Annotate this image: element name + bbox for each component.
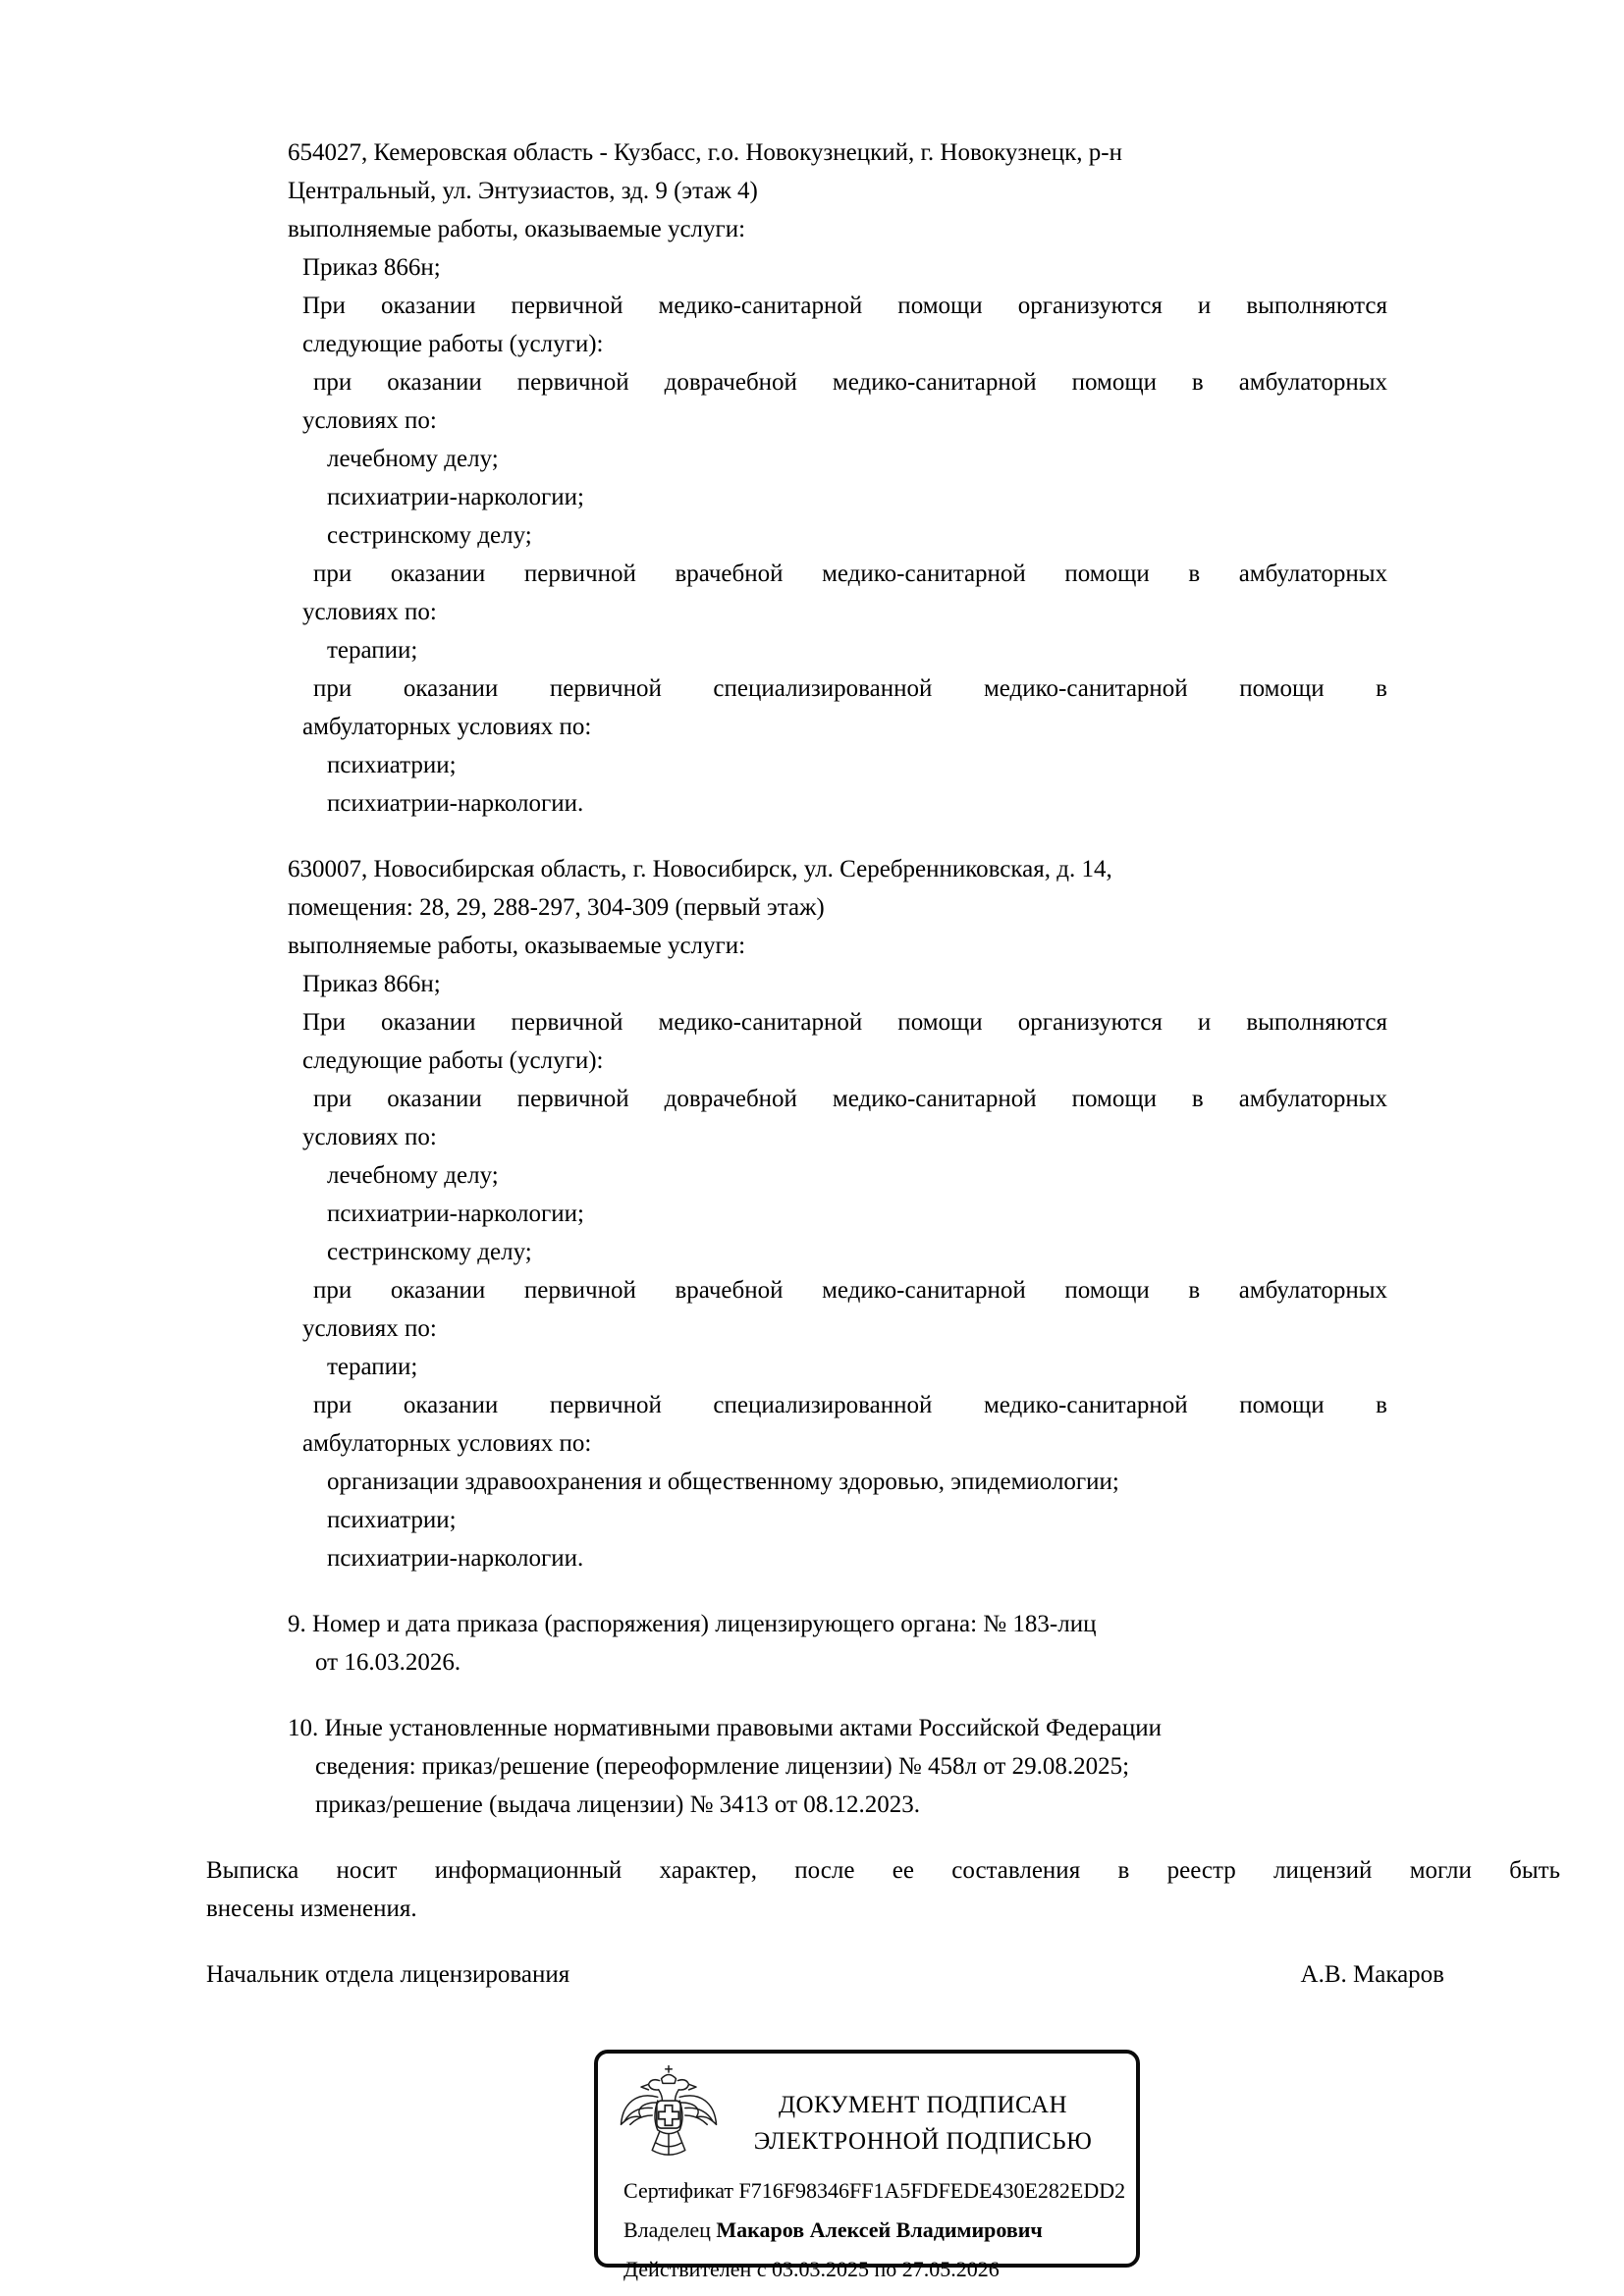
text-line: при оказании первичной доврачебной медико-санитарной помощи в амбулаторных [313, 369, 1387, 396]
text-line: лечебному делу; [327, 1162, 499, 1189]
text-line: следующие работы (услуги): [302, 1047, 604, 1074]
signatory-name: А.В. Макаров [1300, 1961, 1444, 1988]
text-line: от 16.03.2026. [315, 1649, 461, 1676]
text-line: условиях по: [302, 599, 437, 625]
stamp-header [598, 2054, 1136, 2169]
text-line: при оказании первичной врачебной медико-санитарной помощи в амбулаторных [313, 1277, 1387, 1304]
stamp-title-line-1: ДОКУМЕНТ ПОДПИСАН [778, 2092, 1068, 2118]
license-place-block-novosibirsk [288, 850, 1387, 1577]
text-line: внесены изменения. [206, 1896, 417, 1922]
stamp-details [598, 2169, 1136, 2289]
certificate-label: Сертификат [623, 2178, 733, 2203]
text-line: 630007, Новосибирская область, г. Новосибирск, ул. Серебренниковская, д. 14, [288, 856, 1112, 882]
validity-row: Действителен с 03.03.2025 по 27.05.2026 [623, 2257, 1000, 2281]
signatory-position: Начальник отдела лицензирования [206, 1961, 570, 1988]
text-line: 654027, Кемеровская область - Кузбасс, г.о. Новокузнецкий, г. Новокузнецк, р-н [288, 139, 1122, 166]
text-line: помещения: 28, 29, 288-297, 304-309 (первый этаж) [288, 894, 825, 921]
text-line: Выписка носит информационный характер, после ее составления в реестр лицензий могли быть [206, 1857, 1560, 1884]
owner-row [623, 2211, 1136, 2250]
text-line: амбулаторных условиях по: [302, 1430, 592, 1457]
text-line: выполняемые работы, оказываемые услуги: [288, 933, 746, 959]
text-line: при оказании первичной специализированной медико-санитарной помощи в [313, 1392, 1387, 1418]
text-line: выполняемые работы, оказываемые услуги: [288, 216, 746, 242]
text-line: следующие работы (услуги): [302, 331, 604, 357]
disclaimer-note [206, 1851, 1560, 1928]
owner-label: Владелец [623, 2217, 711, 2242]
text-line: сестринскому делу; [327, 1239, 532, 1265]
text-line: организации здравоохранения и общественному здоровью, эпидемиологии; [327, 1468, 1119, 1495]
double-headed-eagle-icon [614, 2061, 724, 2169]
text-line: при оказании первичной доврачебной медико-санитарной помощи в амбулаторных [313, 1086, 1387, 1112]
text-line: психиатрии-наркологии; [327, 484, 584, 510]
text-line: При оказании первичной медико-санитарной помощи организуются и выполняются [302, 1009, 1387, 1036]
text-line: При оказании первичной медико-санитарной помощи организуются и выполняются [302, 293, 1387, 319]
text-line: сестринскому делу; [327, 522, 532, 549]
item-9-order-number [288, 1605, 1387, 1682]
text-line: терапии; [327, 637, 418, 664]
text-line: Приказ 866н; [302, 254, 441, 281]
signature-row [206, 1955, 1560, 1994]
text-line: условиях по: [302, 407, 437, 434]
text-line: психиатрии-наркологии. [327, 1545, 584, 1572]
digital-signature-stamp [594, 2050, 1140, 2281]
text-line: терапии; [327, 1354, 418, 1380]
text-line: Центральный, ул. Энтузиастов, зд. 9 (этаж 4) [288, 178, 758, 204]
text-line: при оказании первичной врачебной медико-санитарной помощи в амбулаторных [313, 561, 1387, 587]
text-line: приказ/решение (выдача лицензии) № 3413 от 08.12.2023. [315, 1791, 921, 1818]
license-place-block-kemerovo [288, 133, 1387, 823]
text-line: лечебному делу; [327, 446, 499, 472]
text-line: Приказ 866н; [302, 971, 441, 997]
text-line: психиатрии-наркологии. [327, 790, 584, 817]
owner-name: Макаров Алексей Владимирович [716, 2217, 1043, 2242]
certificate-value: F716F98346FF1A5FDFEDE430E282EDD2 [738, 2178, 1126, 2203]
stamp-title [724, 2061, 1122, 2160]
text-line: условиях по: [302, 1315, 437, 1342]
stamp-title-line-2: ЭЛЕКТРОННОЙ ПОДПИСЬЮ [753, 2128, 1093, 2155]
text-line: психиатрии; [327, 1507, 457, 1533]
text-line: при оказании первичной специализированной медико-санитарной помощи в [313, 675, 1387, 702]
text-line: условиях по: [302, 1124, 437, 1150]
text-line: 9. Номер и дата приказа (распоряжения) лицензирующего органа: № 183-лиц [288, 1611, 1097, 1637]
text-line: психиатрии-наркологии; [327, 1201, 584, 1227]
text-line: психиатрии; [327, 752, 457, 778]
text-line: 10. Иные установленные нормативными правовыми актами Российской Федерации [288, 1715, 1163, 1741]
item-10-other-information [288, 1709, 1387, 1824]
text-line: амбулаторных условиях по: [302, 714, 592, 740]
text-line: сведения: приказ/решение (переоформление лицензии) № 458л от 29.08.2025; [315, 1753, 1130, 1780]
certificate-row [623, 2171, 1136, 2211]
